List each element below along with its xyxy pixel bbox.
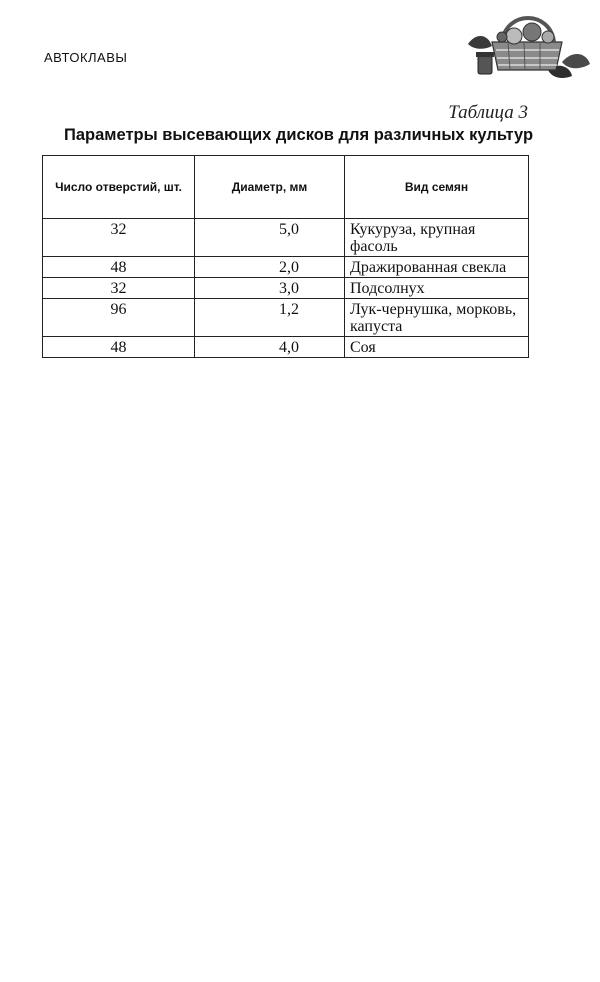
- seed-cell: Лук-чернушка, морковь, капуста: [345, 299, 529, 337]
- seed-cell: Дражированная свекла: [345, 257, 529, 278]
- seed-disc-table: [42, 155, 529, 358]
- seed-cell: Соя: [345, 337, 529, 358]
- table-row: [43, 257, 529, 278]
- table-number: Таблица 3: [448, 102, 528, 123]
- diameter-cell: 5,0: [195, 219, 345, 257]
- holes-cell: 32: [43, 219, 195, 257]
- table-title: Параметры высевающих дисков для различных культур: [64, 126, 534, 144]
- running-head: АВТОКЛАВЫ: [44, 50, 128, 65]
- column-header-holes: Число отверстий, шт.: [43, 156, 195, 219]
- seed-cell: Подсолнух: [345, 278, 529, 299]
- table-row: [43, 337, 529, 358]
- holes-cell: 48: [43, 257, 195, 278]
- column-header-seed: Вид семян: [345, 156, 529, 219]
- holes-cell: 32: [43, 278, 195, 299]
- table-row: [43, 299, 529, 337]
- diameter-cell: 2,0: [195, 257, 345, 278]
- seed-cell: Кукуруза, крупная фасоль: [345, 219, 529, 257]
- diameter-cell: 3,0: [195, 278, 345, 299]
- garden-basket-illustration: [462, 4, 596, 84]
- holes-cell: 96: [43, 299, 195, 337]
- column-header-diameter: Диаметр, мм: [195, 156, 345, 219]
- diameter-cell: 1,2: [195, 299, 345, 337]
- holes-cell: 48: [43, 337, 195, 358]
- table-header-row: [43, 156, 529, 219]
- table-row: [43, 278, 529, 299]
- diameter-cell: 4,0: [195, 337, 345, 358]
- table-row: [43, 219, 529, 257]
